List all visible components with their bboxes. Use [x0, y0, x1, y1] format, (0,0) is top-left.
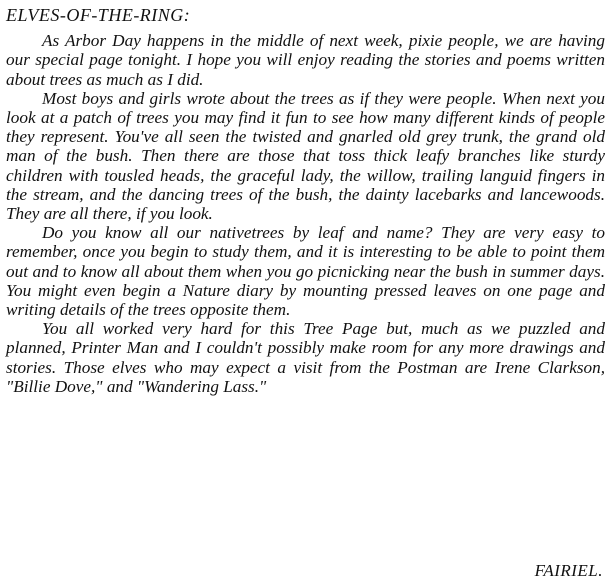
paragraph-native-trees: Do you know all our nativetrees by leaf and name? They are very easy to remember, once you begin to study them, and it is interesting to be able to point them out and to know all about them when you go picnicking near the bush in summer days. You might even begin a Nature diary by mounting pressed leaves on one page and writing details of the trees opposite them.	[6, 223, 605, 320]
paragraph-arbor-day: As Arbor Day happens in the middle of next week, pixie people, we are having our special page tonight. I hope you will enjoy reading the stories and poems written about trees as much as I did.	[6, 31, 605, 89]
paragraph-tree-page-thanks: You all worked very hard for this Tree Page but, much as we puzzled and planned, Printer Man and I couldn't possibly make room for any more drawings and stories. Those elves who may expect a visit from the Postman are Irene Clarkson, "Billie Dove," and "Wandering Lass."	[6, 319, 605, 396]
author-signature: FAIRIEL.	[534, 560, 603, 580]
paragraph-trees-as-people: Most boys and girls wrote about the trees as if they were people. When next you look at a patch of trees you may find it fun to see how many different kinds of people they represent. You've all seen the twisted and gnarled old grey trunk, the grand old man of the bush. Then there are those that toss thick leafy branches like sturdy children with tousled heads, the graceful lady, the willow, trailing languid fingers in the stream, and the dancing trees of the bush, the dainty lacebarks and lancewoods. They are all there, if you look.	[6, 88, 605, 224]
column-heading: ELVES-OF-THE-RING:	[6, 5, 191, 25]
